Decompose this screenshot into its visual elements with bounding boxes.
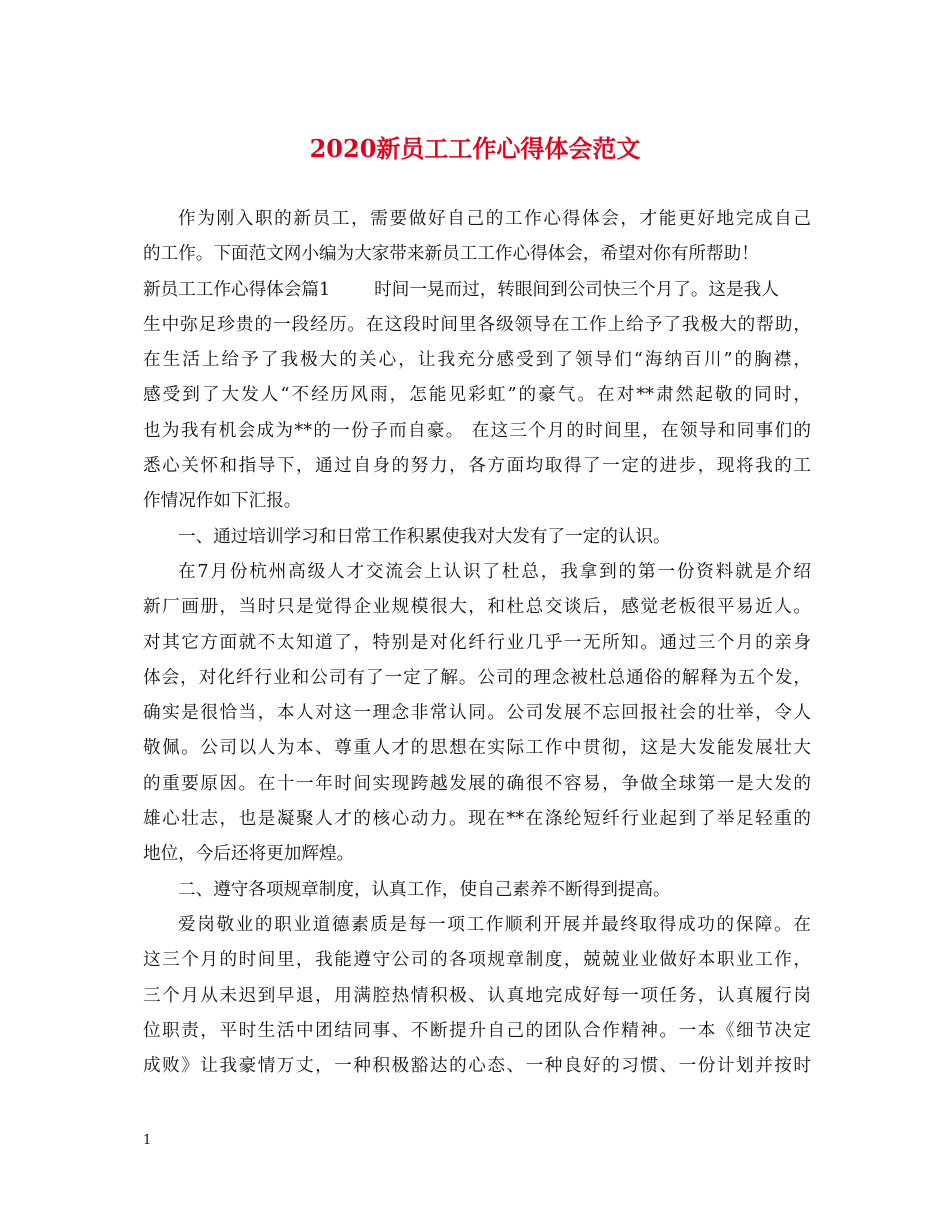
text-line: 二、遵守各项规章制度，认真工作，使自己素养不断得到提高。 (178, 879, 671, 900)
text-line: 也为我有机会成为**的一份子而自豪。 在这三个月的时间里，在领导和同事们的 (143, 420, 811, 441)
text-line: 一、通过培训学习和日常工作积累使我对大发有了一定的认识。 (178, 526, 671, 547)
text-line: 作为刚入职的新员工，需要做好自己的工作心得体会，才能更好地完成自己 (178, 209, 811, 229)
line-text: 时间一晃而过，转眼间到公司快三个月了。这是我人 (374, 279, 779, 300)
text-line: 生中弥足珍贵的一段经历。在这段时间里各级领导在工作上给予了我极大的帮助， (143, 314, 811, 335)
text-line: 这三个月的时间里，我能遵守公司的各项规章制度，兢兢业业做好本职业工作， (143, 950, 811, 971)
text-line: 作情况作如下汇报。 (143, 491, 302, 512)
text-line: 感受到了大发人“不经历风雨，怎能见彩虹”的豪气。在对**肃然起敬的同时， (143, 385, 811, 406)
text-line: 确实是很恰当，本人对这一理念非常认同。公司发展不忘回报社会的壮举，令人 (143, 703, 811, 724)
text-line: 地位，今后还将更加辉煌。 (143, 844, 355, 865)
page-number: 1 (143, 1133, 152, 1148)
text-line: 的重要原因。在十一年时间实现跨越发展的确很不容易，争做全球第一是大发的 (143, 773, 811, 794)
text-line: 的工作。下面范文网小编为大家带来新员工工作心得体会，希望对你有所帮助！ (143, 244, 759, 265)
text-line: 新厂画册，当时只是觉得企业规模很大，和杜总交谈后，感觉老板很平易近人。 (143, 597, 811, 618)
text-line: 在生活上给予了我极大的关心，让我充分感受到了领导们“海纳百川”的胸襟， (143, 350, 811, 371)
text-line: 成败》让我豪情万丈，一种积极豁达的心态、一种良好的习惯、一份计划并按时 (143, 1056, 811, 1077)
text-line: 三个月从未迟到早退，用满腔热情积极、认真地完成好每一项任务，认真履行岗 (143, 985, 811, 1006)
text-line: 悉心关怀和指导下，通过自身的努力，各方面均取得了一定的进步，现将我的工 (143, 456, 811, 477)
document-title: 2020新员工工作心得体会范文 (309, 134, 641, 163)
document-body (143, 202, 811, 1084)
text-line (143, 273, 811, 308)
text-line: 在7月份杭州高级人才交流会上认识了杜总，我拿到的第一份资料就是介绍 (178, 561, 811, 582)
text-line: 对其它方面就不太知道了，特别是对化纤行业几乎一无所知。通过三个月的亲身 (143, 632, 811, 653)
text-line: 体会，对化纤行业和公司有了一定了解。公司的理念被杜总通俗的解释为五个发， (143, 667, 811, 688)
section-heading: 新员工工作心得体会篇1 (143, 279, 331, 300)
text-line: 位职责，平时生活中团结同事、不断提升自己的团队合作精神。一本《细节决定 (143, 1020, 811, 1041)
text-line: 爱岗敬业的职业道德素质是每一项工作顺利开展并最终取得成功的保障。在 (178, 914, 811, 935)
text-line: 雄心壮志，也是凝聚人才的核心动力。现在**在涤纶短纤行业起到了举足轻重的 (143, 809, 811, 830)
text-line: 敬佩。公司以人为本、尊重人才的思想在实际工作中贯彻，这是大发能发展壮大 (143, 738, 811, 759)
